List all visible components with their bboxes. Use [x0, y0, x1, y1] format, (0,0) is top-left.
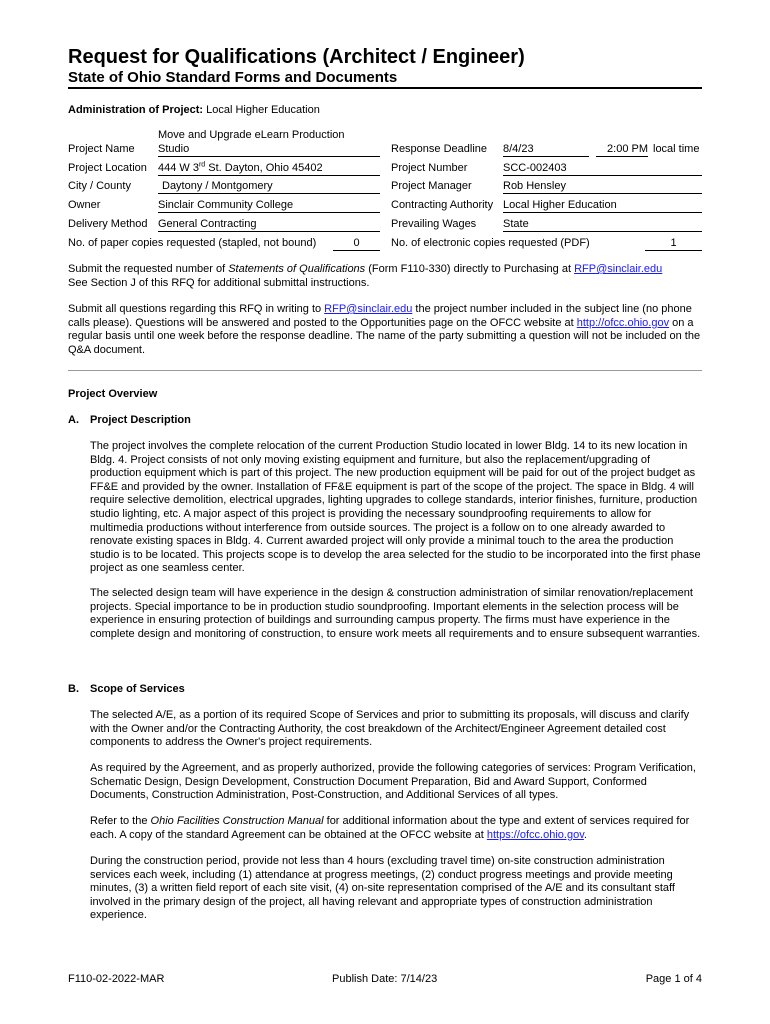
purchasing-email-link[interactable]: RFP@sinclair.edu [574, 263, 663, 275]
section-b-p3-text-c: . [583, 828, 587, 841]
section-b-title: Scope of Services [90, 683, 185, 695]
submit-p1-text-a: Submit the requested number of [68, 263, 229, 275]
project-manager-label: Project Manager [391, 180, 472, 192]
administration-value: Local Higher Education [206, 104, 320, 116]
submit-p1-line2: See Section J of this RFQ for additional submittal instructions. [68, 276, 370, 289]
project-location-label: Project Location [68, 162, 147, 174]
response-deadline-time: 2:00 PM [596, 142, 648, 157]
electronic-copies-label: No. of electronic copies requested (PDF) [391, 237, 590, 249]
submit-p2-text-c: on a regular basis until one week before the response deadline. The name of the party submitting a question will not be included on the Q&A document. [68, 316, 701, 356]
section-b-paragraph-1: The selected A/E, as a portion of its required Scope of Services and prior to submitting its proposals, will discuss and clarify with the Owner and/or the Contracting Authority, the cost breakdown of the Architect/Engineer Agreement detailed cost components to address the Owner's project requirements. [90, 709, 690, 749]
project-number-field: SCC-002403 [503, 161, 702, 176]
questions-email-link[interactable]: RFP@sinclair.edu [324, 303, 413, 315]
contracting-authority-label: Contracting Authority [391, 199, 494, 211]
footer-form-id: F110-02-2022-MAR [68, 973, 165, 985]
city-county-label: City / County [68, 180, 131, 192]
project-location-post: St. Dayton, Ohio 45402 [205, 162, 323, 174]
administration-label: Administration of Project: [68, 104, 204, 116]
submit-p2-text-b: the project number included in the subject line (no phone calls please). Questions will be answered and posted to the Opportunities page on the OFCC website at [68, 303, 692, 329]
submit-paragraph-2 [68, 303, 704, 357]
section-b-p3-text-a: Refer to the [90, 815, 151, 827]
project-location-field [158, 161, 380, 176]
footer-publish-date: Publish Date: 7/14/23 [332, 973, 438, 985]
project-overview-heading: Project Overview [68, 388, 158, 400]
prevailing-wages-field: State [503, 217, 702, 232]
submit-paragraph-1 [68, 263, 704, 290]
electronic-copies-field: 1 [645, 236, 702, 251]
project-manager-field: Rob Hensley [503, 179, 702, 194]
ofcc-https-link[interactable]: https://ofcc.ohio.gov [486, 828, 584, 841]
footer-page-number: Page 1 of 4 [645, 973, 702, 985]
ofcc-website-link[interactable]: http://ofcc.ohio.gov [576, 316, 670, 329]
section-b-paragraph-3 [90, 815, 704, 842]
project-name-label: Project Name [68, 143, 135, 155]
project-number-label: Project Number [391, 162, 468, 174]
contracting-authority-field: Local Higher Education [503, 198, 702, 213]
document-title: Request for Qualifications (Architect / Engineer) [68, 46, 525, 68]
owner-field: Sinclair Community College [158, 198, 380, 213]
submit-p2-text-a: Submit all questions regarding this RFQ in writing to [68, 303, 325, 315]
section-b-paragraph-2: As required by the Agreement, and as properly authorized, provide the following categories of services: Program Verification, Schematic Design, Design Development, Construction Document Preparation, Bid and Award Support, Conformed Documents, Construction Administration, Post-Construction, and Additional Services of all types. [90, 762, 696, 802]
prevailing-wages-label: Prevailing Wages [391, 218, 477, 230]
section-b-paragraph-4: During the construction period, provide not less than 4 hours (excluding travel time) on-site construction administration services each week, including (1) attendance at progress meetings, (2) conduct progress meetings and provide meeting minutes, (3) a written field report of each site visit, (4) on-site representation comprised of the A/E and its consultant staff involved in the primary design of the project, all having relevant and appropriate types of construction administration experience. [90, 855, 675, 922]
section-a-paragraph-2: The selected design team will have experience in the design & construction administration of similar renovation/replacement projects. Special importance to be in production studio soundproofing. Important elements in the selection process will be experience in ensuring protection of buildings and surrounding campus property. The firms must have experience in the complete design and monitoring of construction, to ensure work meets all requirements and to ensure subsequent warranties. [90, 587, 701, 640]
project-location-pre: 444 W 3 [158, 162, 199, 174]
project-name-line1: Move and Upgrade eLearn Production [158, 129, 345, 141]
delivery-method-field: General Contracting [158, 217, 380, 232]
submit-p1-text-b: (Form F110-330) directly to Purchasing at [365, 263, 575, 275]
delivery-method-label: Delivery Method [68, 218, 148, 230]
project-name-line2: Studio [158, 143, 190, 155]
section-b-letter: B. [68, 683, 79, 695]
project-name-field [158, 128, 380, 157]
section-a-title: Project Description [90, 414, 191, 426]
paper-copies-label: No. of paper copies requested (stapled, not bound) [68, 237, 317, 249]
paper-copies-field: 0 [333, 236, 380, 251]
project-location-sup: rd [198, 161, 206, 169]
city-county-field: Daytony / Montgomery [158, 179, 380, 194]
response-deadline-label: Response Deadline [391, 143, 488, 155]
section-b-p3-text-b: for additional information about the type and extent of services required for each. A copy of the standard Agreement can be obtained at the OFCC website at [90, 815, 690, 841]
section-a-paragraph-1: The project involves the complete relocation of the current Production Studio located in lower Bldg. 14 to its new location in Bldg. 4. Project consists of not only moving existing equipment and furniture, but also the replacement/upgrading of production equipment which is part of this project. The new production equipment will be paid for out of the project budget as FF&E and provided by the owner. Installation of FF&E equipment is part of the scope of the project. The space in Bldg. 4 will require selective demolition, electrical upgrades, lighting upgrades to college standards, interior finishes, furniture, production studio lighting, etc. A major aspect of this project is providing the necessary soundproofing requirements to allow for multimedia productions without interference from outside sources. The project is a follow on to one already awarded to renovate existing spaces in Bldg. 4. Current awarded project will only provide a minimal touch to the area the production studio is to be located. This projects scope is to develop the area selected for the studio to be incorporated into the first phase project as one seamless center. [90, 440, 701, 575]
owner-label: Owner [68, 199, 101, 211]
header-rule [68, 87, 702, 89]
document-subtitle: State of Ohio Standard Forms and Documents [68, 69, 398, 86]
section-a-letter: A. [68, 414, 79, 426]
response-deadline-suffix: local time [653, 143, 700, 155]
submit-p1-form-name: Statements of Qualifications [228, 263, 366, 275]
section-divider [68, 370, 702, 371]
response-deadline-date: 8/4/23 [503, 142, 589, 157]
administration-row [68, 103, 320, 117]
construction-manual-title: Ohio Facilities Construction Manual [150, 815, 324, 827]
